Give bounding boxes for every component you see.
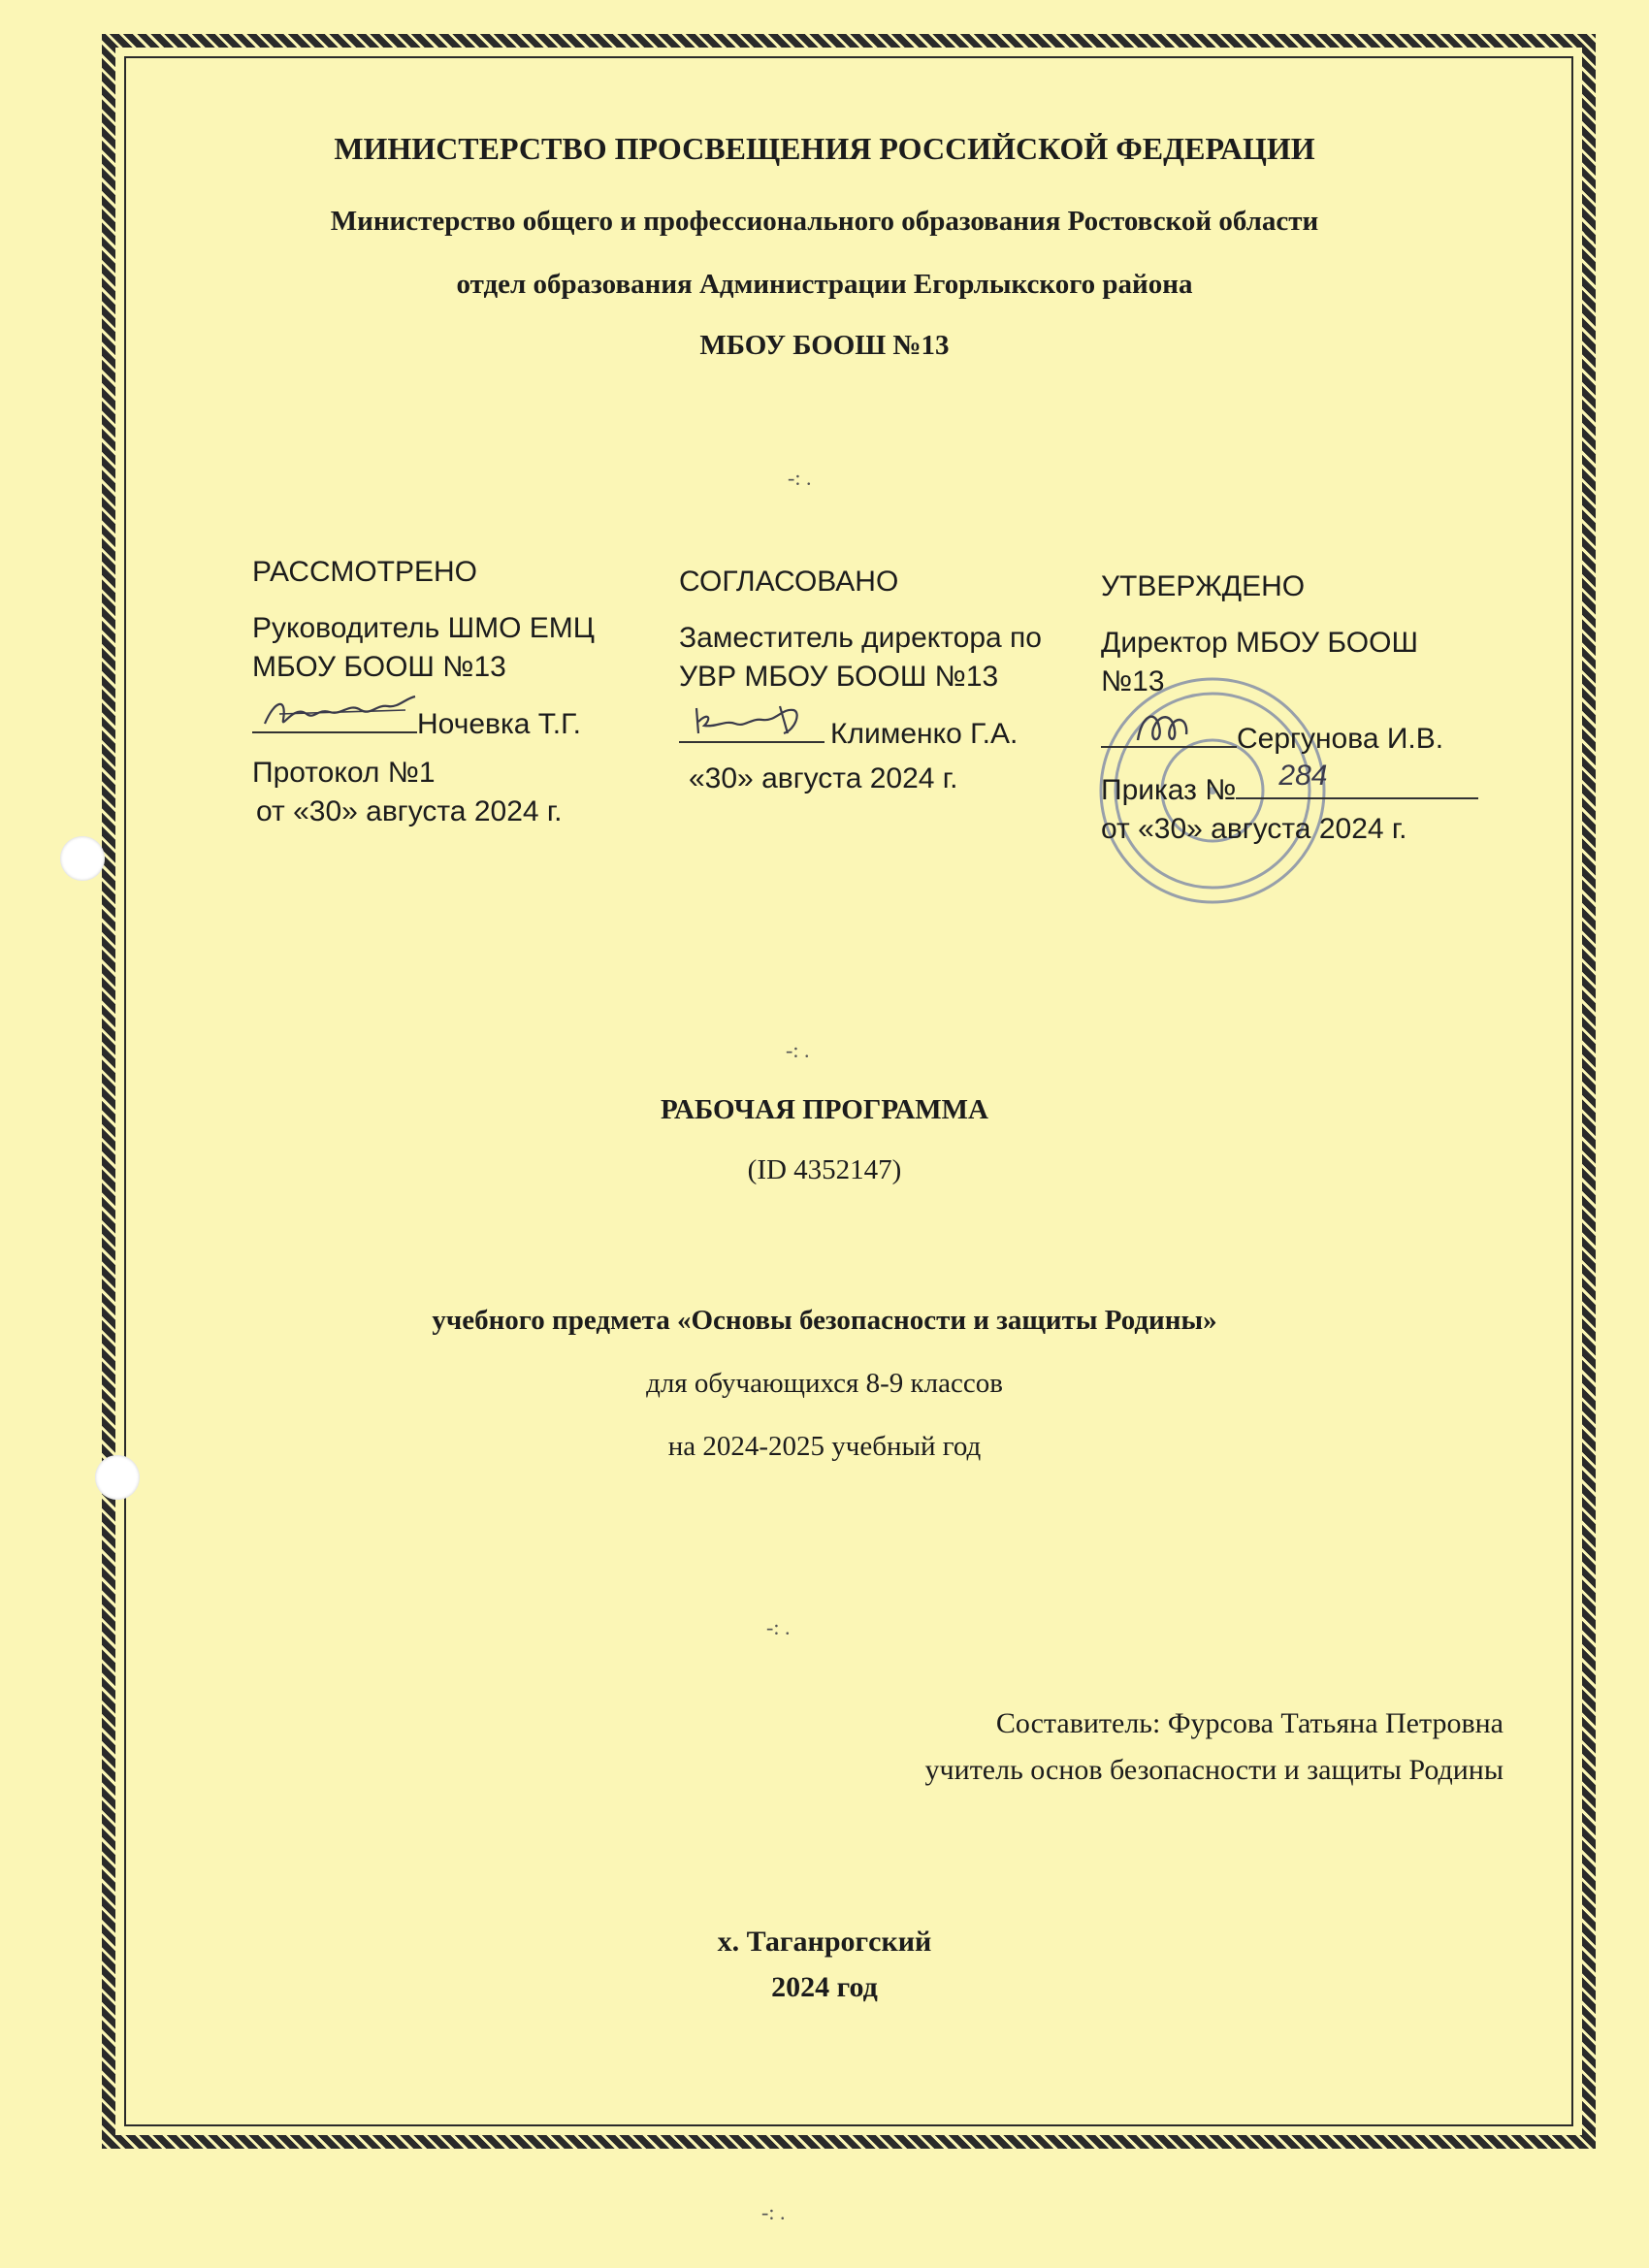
scan-mark: -: .: [766, 1615, 791, 1639]
author-name: Составитель: Фурсова Татьяна Петровна: [995, 1707, 1504, 1739]
handwritten-signature: [1109, 705, 1245, 754]
school-name: МБОУ БООШ №13: [699, 330, 950, 361]
approved-role: Директор МБОУ БООШ: [1101, 627, 1418, 659]
reviewed-date: от «30» августа 2024 г.: [256, 795, 563, 827]
document-year: 2024 год: [771, 1971, 878, 2003]
signature-line: [252, 697, 417, 733]
scan-mark: -: .: [788, 466, 812, 490]
agreed-role: Заместитель директора по: [679, 622, 1042, 654]
agreed-school: УВР МБОУ БООШ №13: [679, 661, 999, 693]
approved-heading: УТВЕРЖДЕНО: [1101, 570, 1306, 602]
approved-school: №13: [1101, 665, 1165, 697]
approved-signer: Сергунова И.В.: [1237, 723, 1444, 755]
reviewed-block: [252, 553, 640, 831]
education-department: отдел образования Администрации Егорлыкского района: [456, 269, 1193, 300]
place-name: х. Таганрогский: [717, 1926, 932, 1958]
agreed-block: [679, 563, 1086, 798]
order-number: 284: [1278, 760, 1328, 792]
punch-hole-top: [60, 836, 105, 881]
ministry-title: МИНИСТЕРСТВО ПРОСВЕЩЕНИЯ РОССИЙСКОЙ ФЕДЕРАЦИИ: [334, 131, 1315, 166]
subject-name: учебного предмета «Основы безопасности и защиты Родины»: [432, 1305, 1217, 1336]
reviewed-role: Руководитель ШМО ЕМЦ: [252, 612, 595, 644]
signature-line: [679, 706, 824, 743]
scan-mark: -: .: [786, 1038, 810, 1062]
order-number-line: [1236, 760, 1478, 799]
approved-block: [1101, 567, 1518, 849]
author-position: учитель основ безопасности и защиты Родины: [924, 1754, 1504, 1786]
agreed-heading: СОГЛАСОВАНО: [679, 566, 899, 598]
academic-year: на 2024-2025 учебный год: [667, 1431, 982, 1462]
reviewed-signer: Ночевка Т.Г.: [417, 708, 581, 740]
order-label: Приказ №: [1101, 774, 1237, 806]
target-grades: для обучающихся 8-9 классов: [646, 1368, 1003, 1399]
handwritten-signature: [687, 700, 832, 747]
reviewed-heading: РАССМОТРЕНО: [252, 556, 478, 588]
program-id: (ID 4352147): [747, 1154, 902, 1185]
signature-line: [1101, 711, 1237, 748]
agreed-signer: Клименко Г.А.: [830, 718, 1018, 750]
reviewed-school: МБОУ БООШ №13: [252, 651, 506, 683]
scan-mark: -: .: [761, 2200, 786, 2224]
approved-date: от «30» августа 2024 г.: [1101, 813, 1407, 845]
agreed-date: «30» августа 2024 г.: [689, 762, 958, 794]
regional-ministry: Министерство общего и профессионального образования Ростовской области: [330, 206, 1319, 237]
protocol-number: Протокол №1: [252, 757, 436, 789]
document-title: РАБОЧАЯ ПРОГРАММА: [661, 1094, 988, 1125]
handwritten-signature: [260, 691, 425, 737]
